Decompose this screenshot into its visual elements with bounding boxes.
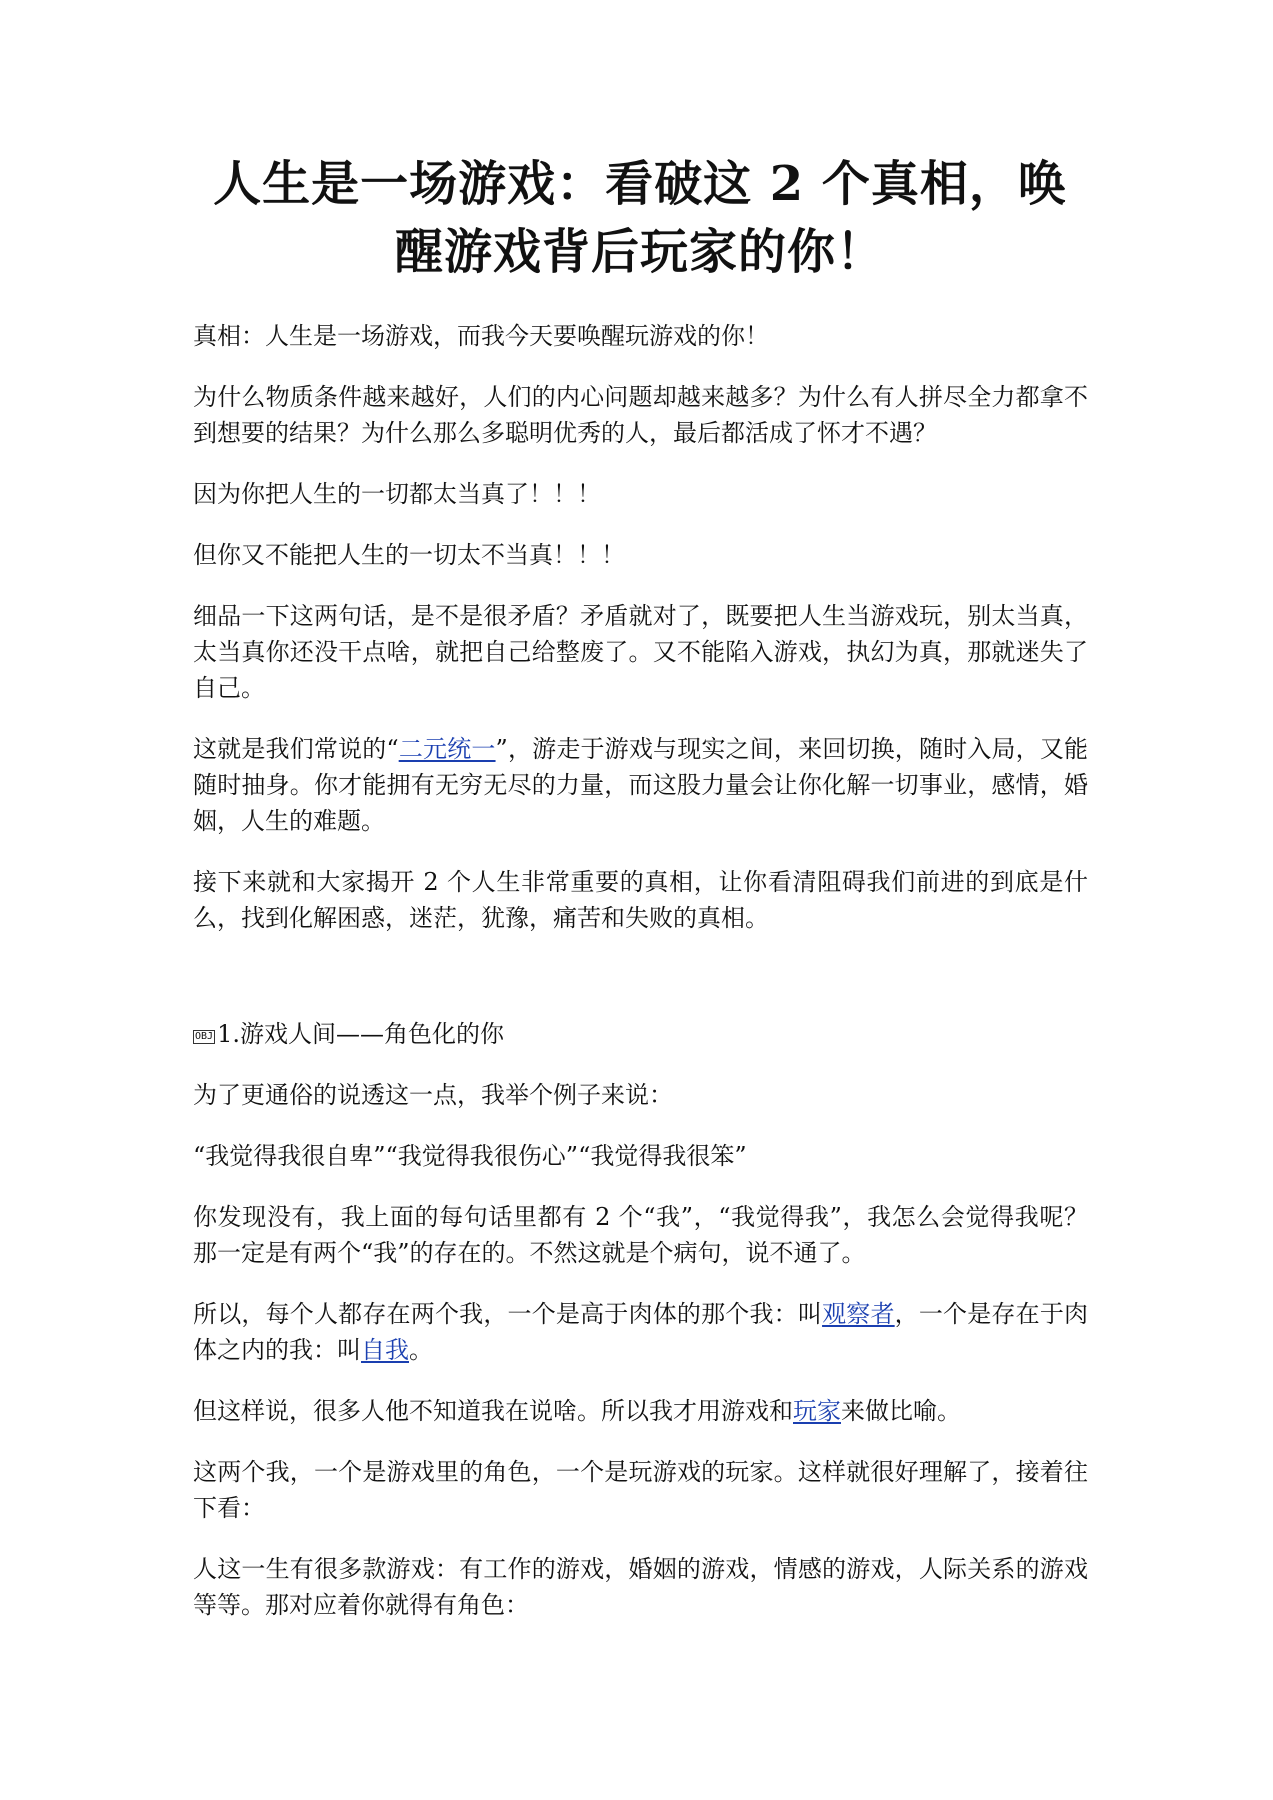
link-ego[interactable]: 自我 [361,1336,409,1364]
paragraph: 细品一下这两句话，是不是很矛盾？矛盾就对了，既要把人生当游戏玩，别太当真，太当真你还没干点啥，就把自己给整废了。又不能陷入游戏，执幻为真，那就迷失了自己。 [193,602,1088,702]
paragraph: 但你又不能把人生的一切太不当真！！！ [193,541,625,569]
section-heading [193,1016,1088,1052]
title-line-1: 人生是一场游戏：看破这 2 个真相，唤 [213,156,1067,212]
paragraph [193,1296,1088,1368]
document-title [190,150,1090,286]
paragraph-text: ”，游走于游戏与现实之间，来回切换，随时入局，又能随时抽身。你才能拥有无穷无尽的力量，而这股力量会让你化解一切事业，感情，婚姻，人生的难题。 [193,735,1088,835]
paragraph-text: 所以，每个人都存在两个我，一个是高于肉体的那个我：叫 [193,1300,823,1328]
paragraph: 人这一生有很多款游戏：有工作的游戏，婚姻的游戏，情感的游戏，人际关系的游戏等等。那对应着你就得有角色： [193,1555,1088,1619]
object-placeholder-icon: OBJ [195,1031,214,1042]
title-line-2: 醒游戏背后玩家的你！ [394,224,885,280]
paragraph: 这两个我，一个是游戏里的角色，一个是玩游戏的玩家。这样就很好理解了，接着往下看： [193,1458,1088,1522]
link-binary-unity[interactable]: 二元统一 [398,735,496,763]
paragraph: 为什么物质条件越来越好，人们的内心问题却越来越多？为什么有人拼尽全力都拿不到想要的结果？为什么那么多聪明优秀的人，最后都活成了怀才不遇？ [193,383,1088,447]
paragraph: 接下来就和大家揭开 2 个人生非常重要的真相，让你看清阻碍我们前进的到底是什么，找到化解困惑，迷茫，犹豫，痛苦和失败的真相。 [193,868,1088,932]
paragraph-text: 但这样说，很多人他不知道我在说啥。所以我才用游戏和 [193,1397,793,1425]
document-body [193,318,1088,1648]
paragraph-text: 来做比喻。 [841,1397,961,1425]
paragraph [193,1393,1088,1429]
link-player[interactable]: 玩家 [793,1397,841,1425]
paragraph: “我觉得我很自卑”“我觉得我很伤心”“我觉得我很笨” [193,1142,747,1170]
paragraph: 你发现没有，我上面的每句话里都有 2 个“我”，“我觉得我”，我怎么会觉得我呢？那一定是有两个“我”的存在的。不然这就是个病句，说不通了。 [193,1203,1088,1267]
paragraph [193,731,1088,839]
section-heading-text: 1.游戏人间——角色化的你 [217,1020,504,1048]
paragraph-text: 。 [409,1336,433,1364]
paragraph: 真相：人生是一场游戏，而我今天要唤醒玩游戏的你！ [193,322,769,350]
paragraph-text: ，一个是存在于肉体之内的我：叫 [193,1300,1089,1364]
paragraph-text: 这就是我们常说的“ [193,735,399,763]
paragraph: 为了更通俗的说透这一点，我举个例子来说： [193,1081,673,1109]
link-observer[interactable]: 观察者 [822,1300,895,1328]
paragraph: 因为你把人生的一切都太当真了！！！ [193,480,601,508]
